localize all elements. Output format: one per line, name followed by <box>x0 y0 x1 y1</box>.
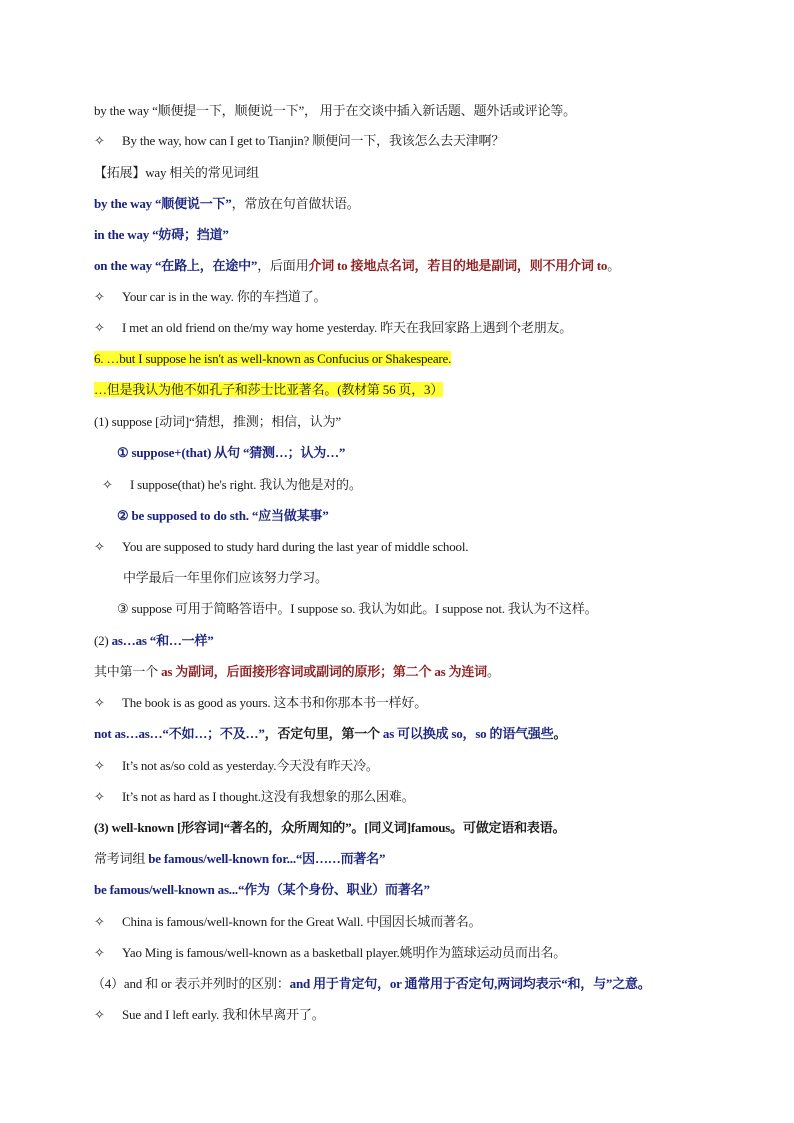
bullet-diamond-icon: ✧ <box>102 477 113 492</box>
text: The book is as good as yours. 这本书和你那本书一样好。 <box>122 695 428 710</box>
example-tianjin <box>94 131 734 151</box>
phrase-term: in the way “妨碍；挡道” <box>94 227 229 242</box>
bullet-diamond-icon: ✧ <box>94 758 105 773</box>
suppose-definition <box>94 412 734 432</box>
and-or-rule <box>92 974 734 994</box>
text: ，后面用 <box>257 258 309 273</box>
rule-text: as 为副词，后面接形容词或副词的原形；第二个 as 为连词 <box>161 664 487 679</box>
text: 【拓展】way 相关的常见词组 <box>94 165 259 180</box>
as-as-rule <box>94 662 734 682</box>
text: ，常放在句首做状语。 <box>231 196 360 211</box>
usage-term: ② be supposed to do sth. “应当做某事” <box>117 508 329 523</box>
phrase-in-the-way <box>94 225 734 245</box>
bullet-diamond-icon: ✧ <box>94 320 105 335</box>
example-great-wall <box>94 912 734 932</box>
text: 常考词组 <box>94 851 149 866</box>
text: 其中第一个 <box>94 664 162 679</box>
suppose-usage-1 <box>117 443 734 463</box>
bullet-diamond-icon: ✧ <box>94 539 105 554</box>
bullet-diamond-icon: ✧ <box>94 695 105 710</box>
text: by the way “顺便提一下，顺便说一下”， 用于在交谈中插入新话题、题外话或评论等。 <box>94 103 576 118</box>
phrase-famous-as <box>94 880 734 900</box>
highlighted-text: …但是我认为他不如孔子和莎士比亚著名。(教材第 56 页，3） <box>94 382 444 397</box>
example-old-friend <box>94 318 734 338</box>
example-book <box>94 693 734 713</box>
example-study-hard <box>94 537 734 557</box>
suppose-usage-3 <box>117 599 734 619</box>
phrase-term: be famous/well-known for...“因……而著名” <box>148 851 386 866</box>
bullet-diamond-icon: ✧ <box>94 133 105 148</box>
text: （4）and 和 or 表示并列时的区别： <box>92 976 290 991</box>
highlight-sentence-cn <box>94 380 734 400</box>
phrase-on-the-way <box>94 256 734 276</box>
text: You are supposed to study hard during the last year of middle school. <box>122 539 469 554</box>
phrase-term: on the way “在路上，在途中” <box>94 258 258 273</box>
text: 。 <box>486 664 500 679</box>
example-hard <box>94 787 734 807</box>
usage-term: ① suppose+(that) 从句 <box>117 445 240 460</box>
not-as-as-rule <box>94 724 734 744</box>
text: By the way, how can I get to Tianjin? 顺便问一下，我该怎么去天津啊？ <box>122 133 505 148</box>
bullet-diamond-icon: ✧ <box>94 289 105 304</box>
text: Your car is in the way. 你的车挡道了。 <box>122 289 327 304</box>
text: Yao Ming is famous/well-known as a basketball player.姚明作为篮球运动员而出名。 <box>122 945 567 960</box>
text: 中学最后一年里你们应该努力学习。 <box>123 570 328 585</box>
rule-text: 介词 to 接地点名词，若目的地是副词，则不用介词 to <box>308 258 608 273</box>
text: ③ suppose 可用于简略答语中。I suppose so. 我认为如此。I suppose not. 我认为不这样。 <box>117 601 598 616</box>
phrase-term: be famous/well-known as...“作为（某个身份、职业）而著名” <box>94 882 430 897</box>
example-yao-ming <box>94 943 734 963</box>
as-as-heading <box>94 631 734 651</box>
example-sue <box>94 1005 734 1025</box>
text: (1) suppose [动词]“猜想，推测；相信，认为” <box>94 414 341 429</box>
usage-meaning: “猜测…；认为…” <box>239 445 346 460</box>
bullet-diamond-icon: ✧ <box>94 1007 105 1022</box>
para-by-the-way <box>94 101 734 121</box>
text: It’s not as hard as I thought.这没有我想象的那么困难。 <box>122 789 415 804</box>
example-study-hard-cn <box>123 568 734 588</box>
text: I suppose(that) he's right. 我认为他是对的。 <box>130 477 362 492</box>
phrase-by-the-way <box>94 194 734 214</box>
well-known-definition <box>94 818 734 838</box>
text: It’s not as/so cold as yesterday.今天没有昨天冷。 <box>122 758 379 773</box>
text: (2) <box>94 633 112 648</box>
text: I met an old friend on the/my way home yesterday. 昨天在我回家路上遇到个老朋友。 <box>122 320 573 335</box>
extension-heading <box>94 163 734 183</box>
text: Sue and I left early. 我和休早离开了。 <box>122 1007 325 1022</box>
bullet-diamond-icon: ✧ <box>94 914 105 929</box>
text: ，否定句里，第一个 <box>264 726 383 741</box>
highlight-sentence-en <box>94 349 734 369</box>
text: 。 <box>553 726 567 741</box>
bullet-diamond-icon: ✧ <box>94 945 105 960</box>
highlighted-text: 6. …but I suppose he isn't as well-known as Confucius or Shakespeare. <box>94 351 452 366</box>
example-car <box>94 287 734 307</box>
bullet-diamond-icon: ✧ <box>94 789 105 804</box>
suppose-usage-2 <box>117 506 734 526</box>
example-cold <box>94 756 734 776</box>
phrase-famous-for <box>94 849 734 869</box>
text: China is famous/well-known for the Great Wall. 中国因长城而著名。 <box>122 914 482 929</box>
rule-text: and 用于肯定句，or 通常用于否定句,两词均表示“和，与”之意。 <box>289 976 651 991</box>
example-suppose-right <box>102 475 734 495</box>
text: 。 <box>607 258 621 273</box>
rule-text: as 可以换成 so，so 的语气强些 <box>382 726 554 741</box>
phrase-term: as…as “和…一样” <box>111 633 214 648</box>
phrase-term: not as…as…“不如…；不及…” <box>94 726 265 741</box>
text: (3) well-known [形容词]“著名的，众所周知的”。[同义词]famous。可做定语和表语。 <box>94 820 566 835</box>
phrase-term: by the way “顺便说一下” <box>94 196 232 211</box>
